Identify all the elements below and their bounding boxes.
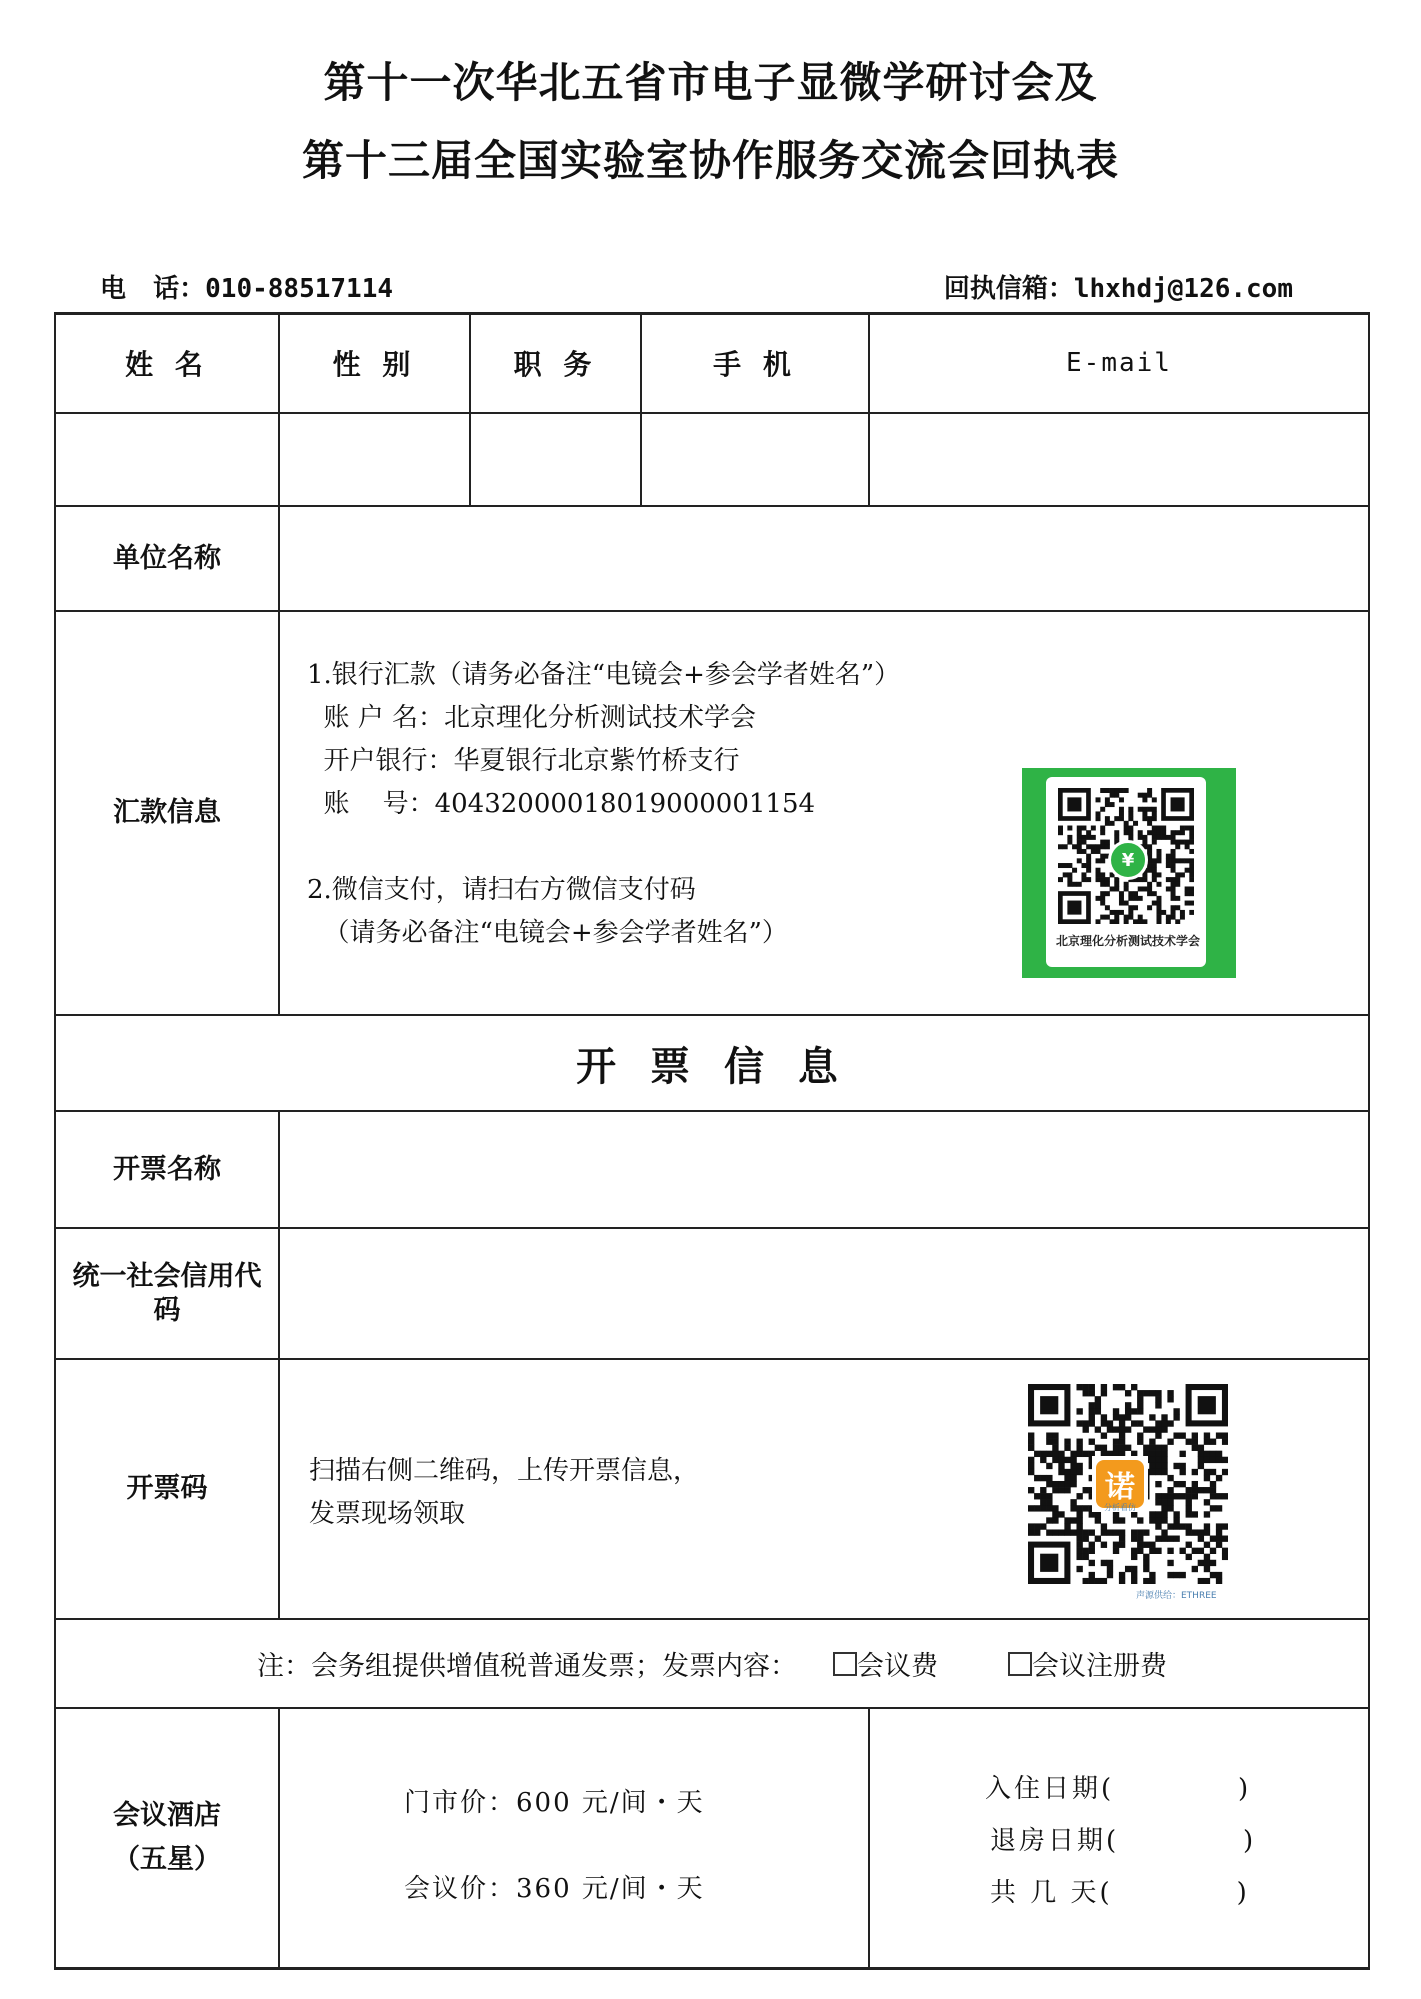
checkin-date-field[interactable]: 入住日期( ) xyxy=(985,1774,1252,1804)
phone-value: 010-88517114 xyxy=(205,274,393,304)
invoice-section-title: 开 票 信 息 xyxy=(576,1043,848,1090)
yuan-icon: ¥ xyxy=(1108,840,1148,880)
header-position: 职 务 xyxy=(513,348,598,381)
invoice-name-label: 开票名称 xyxy=(113,1153,221,1185)
email-label: 回执信箱： xyxy=(943,274,1074,304)
phone-label: 电 话： xyxy=(100,274,206,304)
wechat-pay-qr-caption: 北京理化分析测试技术学会 xyxy=(1055,934,1200,948)
header-gender: 性 别 xyxy=(332,348,417,381)
total-days-field[interactable]: 共 几 天( ) xyxy=(990,1878,1250,1908)
table-right-border xyxy=(1368,312,1370,1970)
header-mobile: 手 机 xyxy=(713,348,797,381)
meeting-price: 会议价：360 元/间・天 xyxy=(404,1874,705,1904)
gender-field[interactable] xyxy=(280,414,469,505)
position-field[interactable] xyxy=(471,414,640,505)
invoice-qr-badge-icon: 诺 xyxy=(1096,1460,1144,1508)
option-meeting-fee: 会议费 xyxy=(857,1651,938,1682)
name-field[interactable] xyxy=(56,414,278,505)
market-price: 门市价：600 元/间・天 xyxy=(404,1788,705,1818)
header-email: E-mail xyxy=(1066,348,1172,378)
remit-line: 开户银行：华夏银行北京紫竹桥支行 xyxy=(307,746,740,776)
col-divider xyxy=(278,1707,280,1969)
email-value: lhxhdj@126.com xyxy=(1073,274,1293,304)
checkbox-registration-fee[interactable] xyxy=(1008,1652,1032,1676)
invoice-qr-badge-sub: 分析看仿 xyxy=(1104,1503,1136,1512)
col-divider xyxy=(868,1707,870,1969)
hotel-label-stars: （五星） xyxy=(113,1844,221,1875)
header-name: 姓 名 xyxy=(125,348,209,381)
invoice-code-line: 扫描右侧二维码，上传开票信息， xyxy=(309,1456,700,1486)
invoice-qr-footer: 声源供给：ETHREE xyxy=(1136,1591,1217,1601)
invoice-name-field[interactable] xyxy=(280,1112,1368,1227)
invoice-note-text: 注：会务组提供增值税普通发票；发票内容： xyxy=(257,1651,797,1682)
remit-line: 2.微信支付，请扫右方微信支付码 xyxy=(307,875,696,905)
mobile-field[interactable] xyxy=(642,414,868,505)
remit-line: 账 号：40432000018019000001154 xyxy=(307,789,816,819)
remit-label: 汇款信息 xyxy=(113,797,221,828)
option-registration-fee: 会议注册费 xyxy=(1032,1651,1167,1682)
email-field[interactable] xyxy=(870,414,1368,505)
table-bottom-border xyxy=(54,1967,1370,1970)
hotel-label-name: 会议酒店 xyxy=(113,1800,221,1831)
phone-contact xyxy=(100,268,393,305)
remit-line: （请务必备注“电镜会+参会学者姓名”） xyxy=(307,918,788,948)
checkbox-meeting-fee[interactable] xyxy=(833,1652,857,1676)
unit-field[interactable] xyxy=(280,507,1368,610)
invoice-code-line: 发票现场领取 xyxy=(309,1499,466,1529)
invoice-code-label: 开票码 xyxy=(126,1473,208,1504)
credit-code-label: 统一社会信用代码 xyxy=(72,1260,262,1326)
hotel-label xyxy=(56,1709,278,1967)
credit-code-field[interactable] xyxy=(280,1229,1368,1358)
remit-line: 1.银行汇款（请务必备注“电镜会+参会学者姓名”） xyxy=(307,660,901,690)
checkout-date-field[interactable]: 退房日期( ) xyxy=(990,1826,1257,1856)
invoice-note xyxy=(56,1620,1368,1707)
page-title-line1: 第十一次华北五省市电子显微学研讨会及 xyxy=(323,58,1098,107)
unit-label: 单位名称 xyxy=(113,542,221,574)
email-contact xyxy=(944,268,1293,305)
remit-line: 账 户 名：北京理化分析测试技术学会 xyxy=(307,703,757,733)
page-title-line2: 第十三届全国实验室协作服务交流会回执表 xyxy=(301,136,1119,185)
